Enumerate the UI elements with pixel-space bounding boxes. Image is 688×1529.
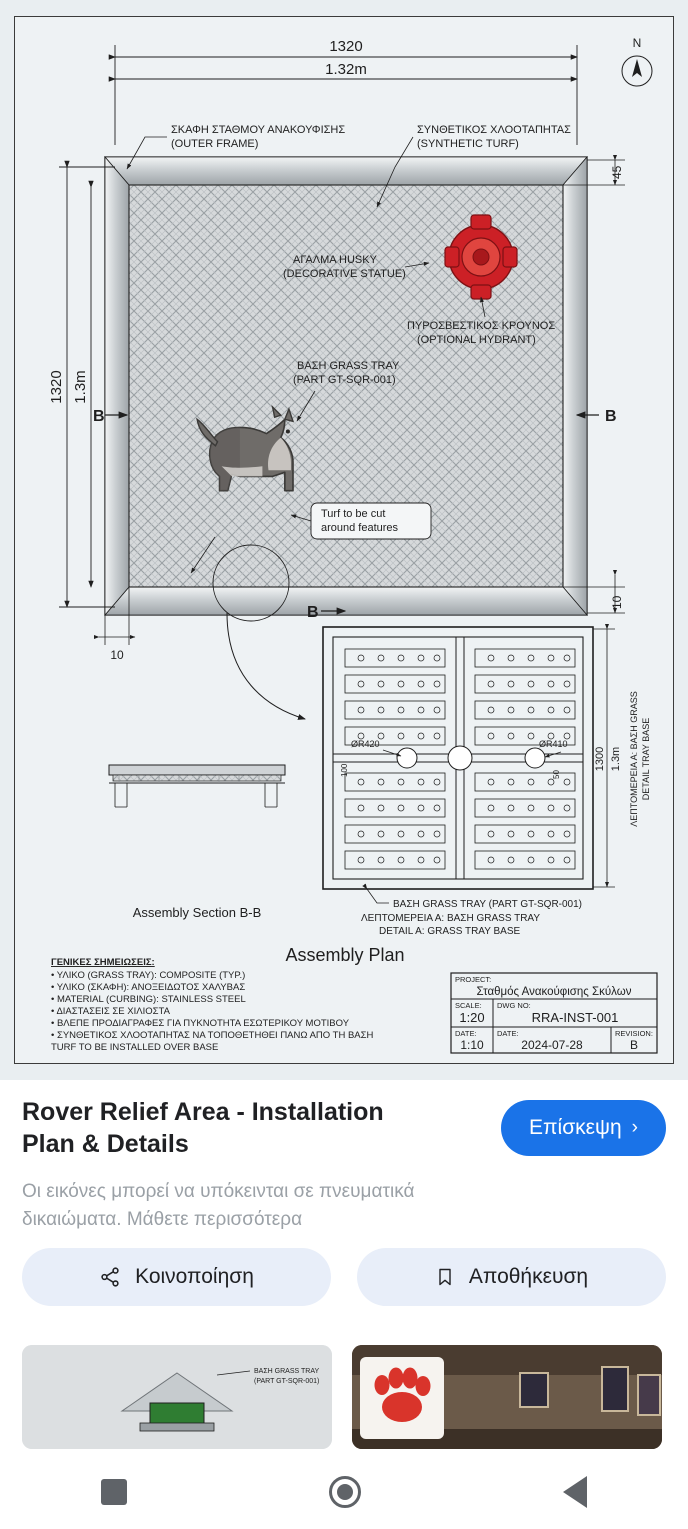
revision-value: B: [629, 1038, 639, 1052]
dim-left-m: 1.3m: [72, 370, 89, 404]
dim-frame-left: 10: [110, 648, 124, 662]
scale-value: 1:20: [459, 1010, 485, 1025]
cut-note-line1: Turf to be cut: [321, 508, 386, 520]
callout-tray-gr: ΒΑΣΗ GRASS TRAY: [297, 360, 400, 372]
detail-caption-en: DETAIL A: GRASS TRAY BASE: [379, 926, 521, 937]
notes-heading: ΓΕΝΙΚΕΣ ΣΗΜΕΙΩΣΕΙΣ:: [51, 957, 155, 968]
scale-label: SCALE:: [455, 1001, 482, 1010]
share-icon: [99, 1266, 121, 1288]
detail-dim-left-small: 100: [340, 763, 349, 777]
result-card: [0, 1080, 688, 1233]
note-item-4: • ΒΛΕΠΕ ΠΡΟΔΙΑΓΡΑΦΕΣ ΓΙΑ ΠΥΚΝΟΤΗΤΑ ΕΣΩΤΕΡΙΚΟΥ ΜΟΤΙΒΟΥ: [51, 1018, 350, 1029]
thumbnail-1-caption-2: (PART GT-SQR-001): [254, 1378, 320, 1385]
system-navigation-bar: [0, 1455, 688, 1529]
callout-statue-en: (DECORATIVE STATUE): [283, 268, 406, 280]
note-item-0: • ΥΛΙΚΟ (GRASS TRAY): COMPOSITE (TYP.): [51, 970, 246, 981]
callout-statue-gr: ΑΓΑΛΜΑ HUSKY: [293, 254, 377, 266]
detail-side-label-gr: ΛΕΠΤΟΜΕΡΕΙΑ Α: ΒΑΣΗ GRASS: [629, 691, 639, 827]
callout-turf-en: (SYNTHETIC TURF): [417, 138, 519, 150]
callout-outer-frame-en: (OUTER FRAME): [171, 138, 259, 150]
callout-hydrant-gr: ΠΥΡΟΣΒΕΣΤΙΚΟΣ ΚΡΟΥΝΟΣ: [407, 320, 556, 332]
dim-frame-bottom: 10: [610, 595, 624, 609]
section-caption: Assembly Section B-B: [132, 905, 262, 920]
svg-text:B: B: [605, 408, 617, 425]
dim-top-mm: 1320: [329, 38, 363, 55]
copyright-disclaimer: [22, 1178, 502, 1233]
cut-note-line2: around features: [321, 522, 399, 534]
share-button-label: Κοινοποίηση: [135, 1265, 254, 1288]
project-label: PROJECT:: [455, 975, 492, 984]
action-row: [0, 1248, 688, 1306]
svg-text:B: B: [307, 604, 319, 621]
thumbnail-2-graphic: [352, 1345, 662, 1449]
plan-caption: Assembly Plan: [285, 945, 405, 965]
page-title: Rover Relief Area - Installation Plan & Details: [22, 1098, 384, 1158]
learn-more-link[interactable]: Μάθετε περισσότερα: [126, 1208, 303, 1230]
visit-button[interactable]: [501, 1100, 666, 1156]
detail-side-label-en: DETAIL TRAY BASE: [641, 717, 651, 801]
dim-left-mm: 1320: [48, 370, 65, 404]
detail-dim-bottom-small: 50: [552, 770, 561, 779]
revision-label: REVISION:: [615, 1029, 653, 1038]
note-item-5: • ΣΥΝΘΕΤΙΚΟΣ ΧΛΟΟΤΑΠΗΤΑΣ ΝΑ ΤΟΠΟΘΕΤΗΘΕΙ ΠΑΝΩ ΑΠΟ ΤΗ ΒΑΣΗ: [51, 1030, 374, 1041]
home-button[interactable]: [329, 1476, 361, 1508]
bookmark-icon: [435, 1266, 455, 1288]
note-item-3: • ΔΙΑΣΤΑΣΕΙΣ ΣΕ ΧΙΛΙΟΣΤΑ: [51, 1006, 170, 1017]
visit-button-label: Επίσκεψη: [529, 1116, 622, 1139]
cut-note: [291, 503, 431, 539]
detail-leader-arrow: [227, 613, 305, 719]
technical-drawing: [14, 16, 674, 1064]
callout-turf-gr: ΣΥΝΘΕΤΙΚΟΣ ΧΛΟΟΤΑΠΗΤΑΣ: [417, 124, 571, 136]
date-value: 2024-07-28: [521, 1038, 583, 1052]
thumbnail-1-graphic: [22, 1345, 332, 1449]
date-label: DATE:: [497, 1029, 519, 1038]
back-button[interactable]: [563, 1476, 587, 1508]
date-value-left: 1:10: [460, 1038, 484, 1052]
hole-left-label: ØR420: [351, 739, 380, 749]
note-item-1: • ΥΛΙΚΟ (ΣΚΑΦΗ): ΑΝΟΞΕΙΔΩΤΟΣ ΧΑΛΥΒΑΣ: [51, 982, 246, 993]
callout-tray-en: (PART GT-SQR-001): [293, 374, 396, 386]
detail-a-tray-base: [323, 627, 593, 889]
save-button-label: Αποθήκευση: [468, 1265, 589, 1288]
north-label: N: [632, 36, 642, 50]
dim-frame-top: 45: [610, 165, 624, 179]
assembly-section-bb: [109, 765, 285, 807]
dim-top-m: 1.32m: [325, 61, 367, 78]
detail-dim-right-m: 1.3m: [610, 746, 622, 772]
related-thumbnails: [0, 1345, 688, 1455]
recents-button[interactable]: [101, 1479, 127, 1505]
thumbnail-1-caption-1: ΒΑΣΗ GRASS TRAY: [254, 1368, 320, 1375]
dwg-label: DWG NO:: [497, 1001, 531, 1010]
date-label-left: DATE:: [455, 1029, 477, 1038]
note-item-2: • MATERIAL (CURBING): STAINLESS STEEL: [51, 994, 246, 1005]
north-arrow-icon: [622, 56, 652, 86]
share-button[interactable]: [22, 1248, 331, 1306]
svg-text:B: B: [93, 408, 105, 425]
note-item-6: TURF TO BE INSTALLED OVER BASE: [51, 1042, 219, 1053]
project-value: Σταθμός Ανακούφισης Σκύλων: [476, 986, 632, 998]
callout-outer-frame-gr: ΣΚΑΦΗ ΣΤΑΘΜΟΥ ΑΝΑΚΟΥΦΙΣΗΣ: [171, 124, 346, 136]
thumbnail-2[interactable]: [352, 1345, 662, 1449]
hole-right-label: ØR410: [539, 739, 568, 749]
dwg-value: RRA-INST-001: [531, 1010, 619, 1025]
title-block: [451, 973, 657, 1053]
callout-hydrant-en: (OPTIONAL HYDRANT): [417, 334, 536, 346]
detail-dim-right-mm: 1300: [594, 746, 606, 772]
drawing-svg: [15, 17, 675, 1065]
save-button[interactable]: [357, 1248, 666, 1306]
disclaimer-text: Οι εικόνες μπορεί να υπόκεινται σε πνευματικά δικαιώματα.: [22, 1181, 415, 1230]
chevron-right-icon: ›: [631, 1117, 638, 1138]
detail-caption-gr: ΛΕΠΤΟΜΕΡΕΙΑ Α: ΒΑΣΗ GRASS TRAY: [361, 913, 541, 924]
detail-caption-part: ΒΑΣΗ GRASS TRAY (PART GT-SQR-001): [393, 899, 583, 910]
thumbnail-1[interactable]: [22, 1345, 332, 1449]
